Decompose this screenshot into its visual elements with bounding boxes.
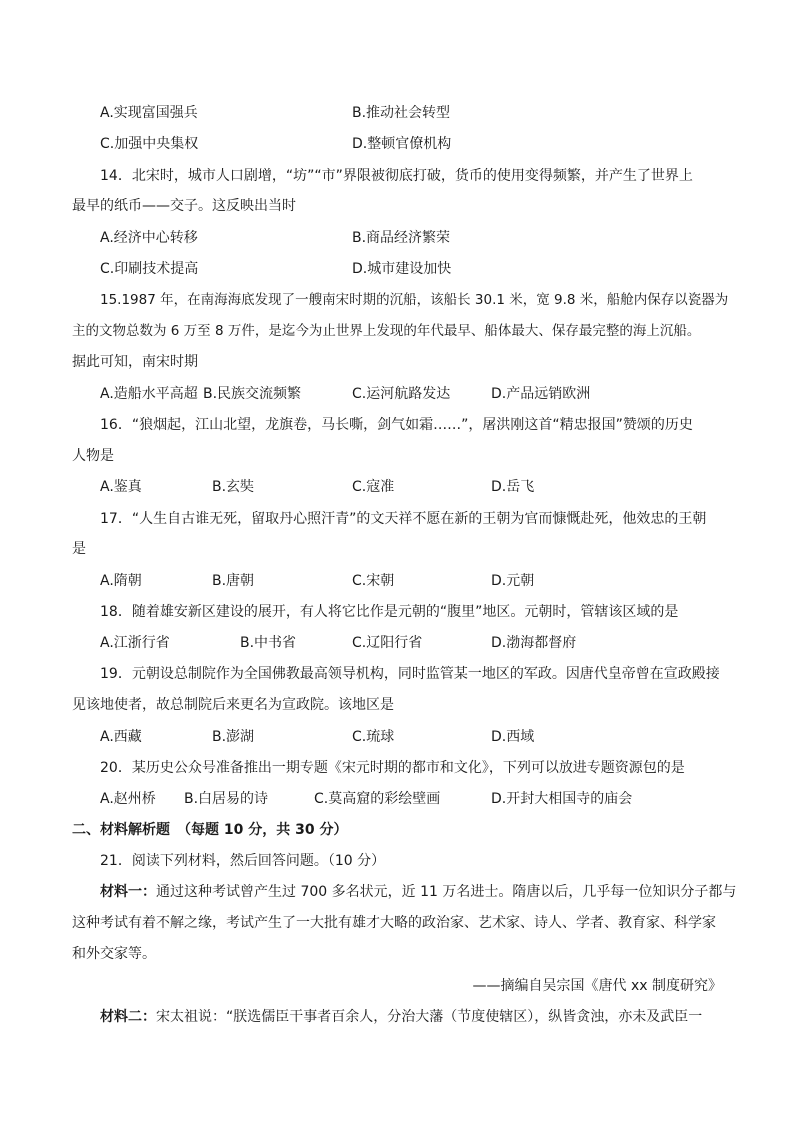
q15-option-d: D.产品远销欧洲 <box>491 386 591 402</box>
section2-heading: 二、材料解析题 （每题 10 分，共 30 分） <box>72 822 348 838</box>
q14-option-b: B.商品经济繁荣 <box>352 230 451 246</box>
q19-option-c: C.琉球 <box>352 729 395 745</box>
q20-option-a: A.赵州桥 <box>100 791 156 807</box>
q19-option-d: D.西域 <box>491 729 535 745</box>
q14-stem-line1: 14．北宋时，城市人口剧增，“坊”“市”界限被彻底打破，货币的使用变得频繁，并产生了世界上 <box>100 168 693 184</box>
q21-material1-source: ——摘编自吴宗国《唐代 xx 制度研究》 <box>472 978 722 994</box>
q18-option-b: B.中书省 <box>240 635 297 651</box>
q16-option-d: D.岳飞 <box>491 479 535 495</box>
q15-option-a: A.造船水平高超 <box>100 386 198 402</box>
q15-stem-line3: 据此可知，南宋时期 <box>72 354 198 370</box>
q20-option-d: D.开封大相国寺的庙会 <box>491 791 633 807</box>
q13-option-c: C.加强中央集权 <box>100 136 199 152</box>
q20-stem-line1: 20．某历史公众号准备推出一期专题《宋元时期的都市和文化》，下列可以放进专题资源包的是 <box>100 760 685 776</box>
material1-label: 材料一： <box>100 884 156 900</box>
q18-option-c: C.辽阳行省 <box>352 635 423 651</box>
q18-option-d: D.渤海都督府 <box>491 635 577 651</box>
q17-stem-line1: 17．“人生自古谁无死，留取丹心照汗青”的文天祥不愿在新的王朝为官而慷慨赴死，他效忠的王朝 <box>100 511 707 527</box>
q16-stem-line1: 16．“狼烟起，江山北望，龙旗卷，马长嘶，剑气如霜……”，屠洪刚这首“精忠报国”赞颂的历史 <box>100 417 693 433</box>
q13-option-d: D.整顿官僚机构 <box>352 136 452 152</box>
q20-option-b: B.白居易的诗 <box>184 791 269 807</box>
q16-option-c: C.寇准 <box>352 479 395 495</box>
q21-material1-line1 <box>100 882 736 902</box>
q16-option-b: B.玄奘 <box>212 479 255 495</box>
q14-option-c: C.印刷技术提高 <box>100 261 199 277</box>
q21-stem: 21．阅读下列材料，然后回答问题。（10 分） <box>100 853 386 869</box>
q17-option-a: A.隋朝 <box>100 573 142 589</box>
material1-text-line1: 通过这种考试曾产生过 700 多名状元，近 11 万名进士。隋唐以后，几乎每一位知识分子都与 <box>156 884 737 900</box>
q14-stem-line2: 最早的纸币——交子。这反映出当时 <box>72 198 296 214</box>
q21-material1-line3: 和外交家等。 <box>72 946 156 962</box>
q19-option-b: B.澎湖 <box>212 729 255 745</box>
q13-option-b: B.推动社会转型 <box>352 105 451 121</box>
q15-option-b: B.民族交流频繁 <box>203 386 302 402</box>
q20-option-c: C.莫高窟的彩绘壁画 <box>314 791 441 807</box>
q15-option-c: C.运河航路发达 <box>352 386 451 402</box>
q15-stem-line1: 15.1987 年，在南海海底发现了一艘南宋时期的沉船，该船长 30.1 米，宽 9.8 米，船舱内保存以瓷器为 <box>100 292 729 308</box>
q18-stem-line1: 18．随着雄安新区建设的展开，有人将它比作是元朝的“腹里”地区。元朝时，管辖该区域的是 <box>100 604 679 620</box>
q17-stem-line2: 是 <box>72 541 86 557</box>
material2-text-line1: 宋太祖说：“朕选儒臣干事者百余人，分治大藩（节度使辖区），纵皆贪浊，亦未及武臣一 <box>156 1009 703 1025</box>
q16-stem-line2: 人物是 <box>72 448 114 464</box>
q13-option-a: A.实现富国强兵 <box>100 105 198 121</box>
q17-option-d: D.元朝 <box>491 573 535 589</box>
q14-option-a: A.经济中心转移 <box>100 230 198 246</box>
q19-option-a: A.西藏 <box>100 729 142 745</box>
q14-option-d: D.城市建设加快 <box>352 261 452 277</box>
q21-material2-line1 <box>100 1007 702 1027</box>
q15-stem-line2: 主的文物总数为 6 万至 8 万件，是迄今为止世界上发现的年代最早、船体最大、保存最完整的海上沉船。 <box>72 323 701 339</box>
q18-option-a: A.江浙行省 <box>100 635 170 651</box>
q16-option-a: A.鉴真 <box>100 479 142 495</box>
q19-stem-line1: 19．元朝设总制院作为全国佛教最高领导机构，同时监管某一地区的军政。因唐代皇帝曾在宣政殿接 <box>100 666 720 682</box>
q17-option-b: B.唐朝 <box>212 573 255 589</box>
material2-label: 材料二： <box>100 1009 156 1025</box>
q17-option-c: C.宋朝 <box>352 573 395 589</box>
q21-material1-line2: 这种考试有着不解之缘，考试产生了一大批有雄才大略的政治家、艺术家、诗人、学者、教育家、科学家 <box>72 915 716 931</box>
q19-stem-line2: 见该地使者，故总制院后来更名为宣政院。该地区是 <box>72 697 394 713</box>
